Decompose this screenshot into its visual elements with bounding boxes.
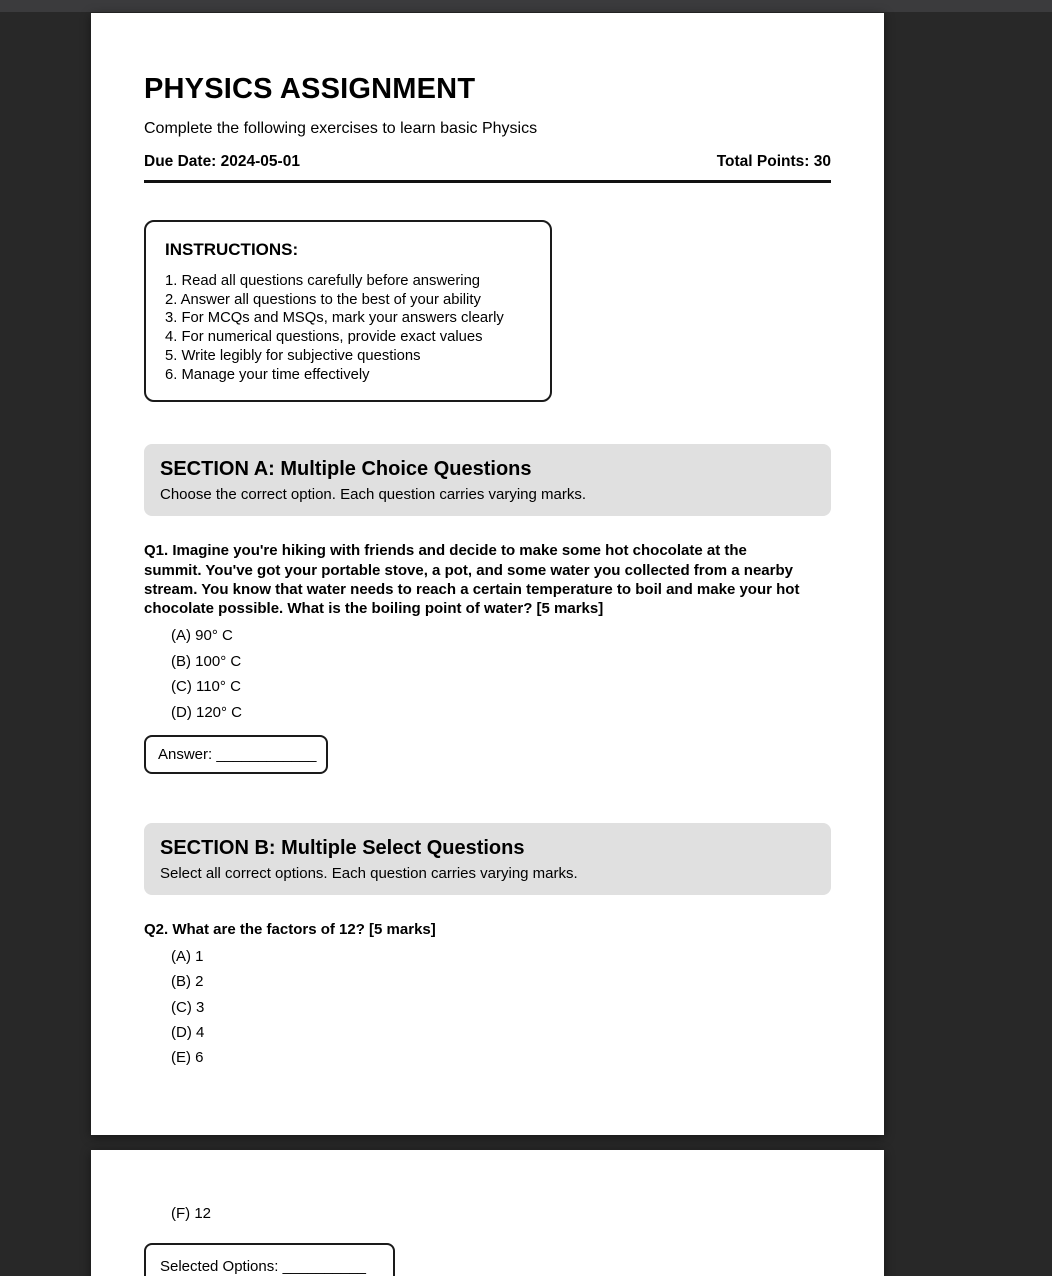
q2-option-a: (A) 1: [171, 947, 204, 965]
instructions-box: [144, 220, 552, 402]
section-b-header: [144, 823, 831, 895]
section-a-title: SECTION A: Multiple Choice Questions: [160, 458, 532, 481]
q1-option-b: (B) 100° C: [171, 652, 242, 670]
q2-selected-options-label: Selected Options: __________: [160, 1257, 366, 1275]
instruction-item: 5. Write legibly for subjective questions: [165, 347, 421, 364]
q1-answer-box: [144, 735, 328, 774]
section-b-subtitle: Select all correct options. Each question carries varying marks.: [160, 864, 578, 882]
header-divider-rule: [144, 180, 831, 183]
question-1-options: [144, 627, 831, 720]
instruction-item: 1. Read all questions carefully before answering: [165, 273, 481, 289]
instructions-heading: INSTRUCTIONS:: [165, 240, 299, 259]
section-a-subtitle: Choose the correct option. Each question carries varying marks.: [160, 486, 587, 504]
instruction-item: 4. For numerical questions, provide exact values: [165, 329, 483, 346]
q1-option-c: (C) 110° C: [171, 678, 241, 696]
question-2-text: Q2. What are the factors of 12? [5 marks]: [144, 920, 436, 938]
q2-option-b: (B) 2: [171, 973, 204, 991]
assignment-subtitle: Complete the following exercises to learn basic Physics: [144, 120, 538, 137]
section-b-title: SECTION B: Multiple Select Questions: [160, 836, 525, 859]
question-1-text: Q1. Imagine you're hiking with friends and decide to make some hot chocolate at the summit. You've got your portable stove, a pot, and some water you collected from a nearby stream. You know that water needs to reach a certain temperature to boil and make your hot chocolate possible. What is the boiling point of water? [5 marks]: [144, 542, 800, 618]
document-page-2: [91, 1150, 884, 1276]
instruction-item: 3. For MCQs and MSQs, mark your answers clearly: [165, 310, 504, 327]
assignment-title: PHYSICS ASSIGNMENT: [144, 73, 476, 105]
instruction-item: 6. Manage your time effectively: [165, 366, 370, 383]
instruction-item: 2. Answer all questions to the best of your ability: [165, 291, 481, 308]
q1-answer-label: Answer: ____________: [158, 745, 317, 763]
question-2-options: [144, 948, 831, 1067]
q1-option-a: (A) 90° C: [171, 627, 233, 645]
section-a-header: [144, 444, 831, 516]
due-date: Due Date: 2024-05-01: [144, 153, 300, 170]
q2-option-c: (C) 3: [171, 998, 205, 1016]
q2-option-d: (D) 4: [171, 1024, 205, 1042]
q2-selected-options-box: [144, 1243, 395, 1276]
q2-option-f: (F) 12: [171, 1205, 212, 1222]
q2-option-e: (E) 6: [171, 1049, 204, 1067]
assignment-meta-row: [144, 153, 831, 170]
total-points: Total Points: 30: [716, 153, 831, 170]
q1-option-d: (D) 120° C: [171, 703, 243, 721]
viewer-top-bar: [0, 0, 1052, 12]
document-page-1: [91, 13, 884, 1135]
